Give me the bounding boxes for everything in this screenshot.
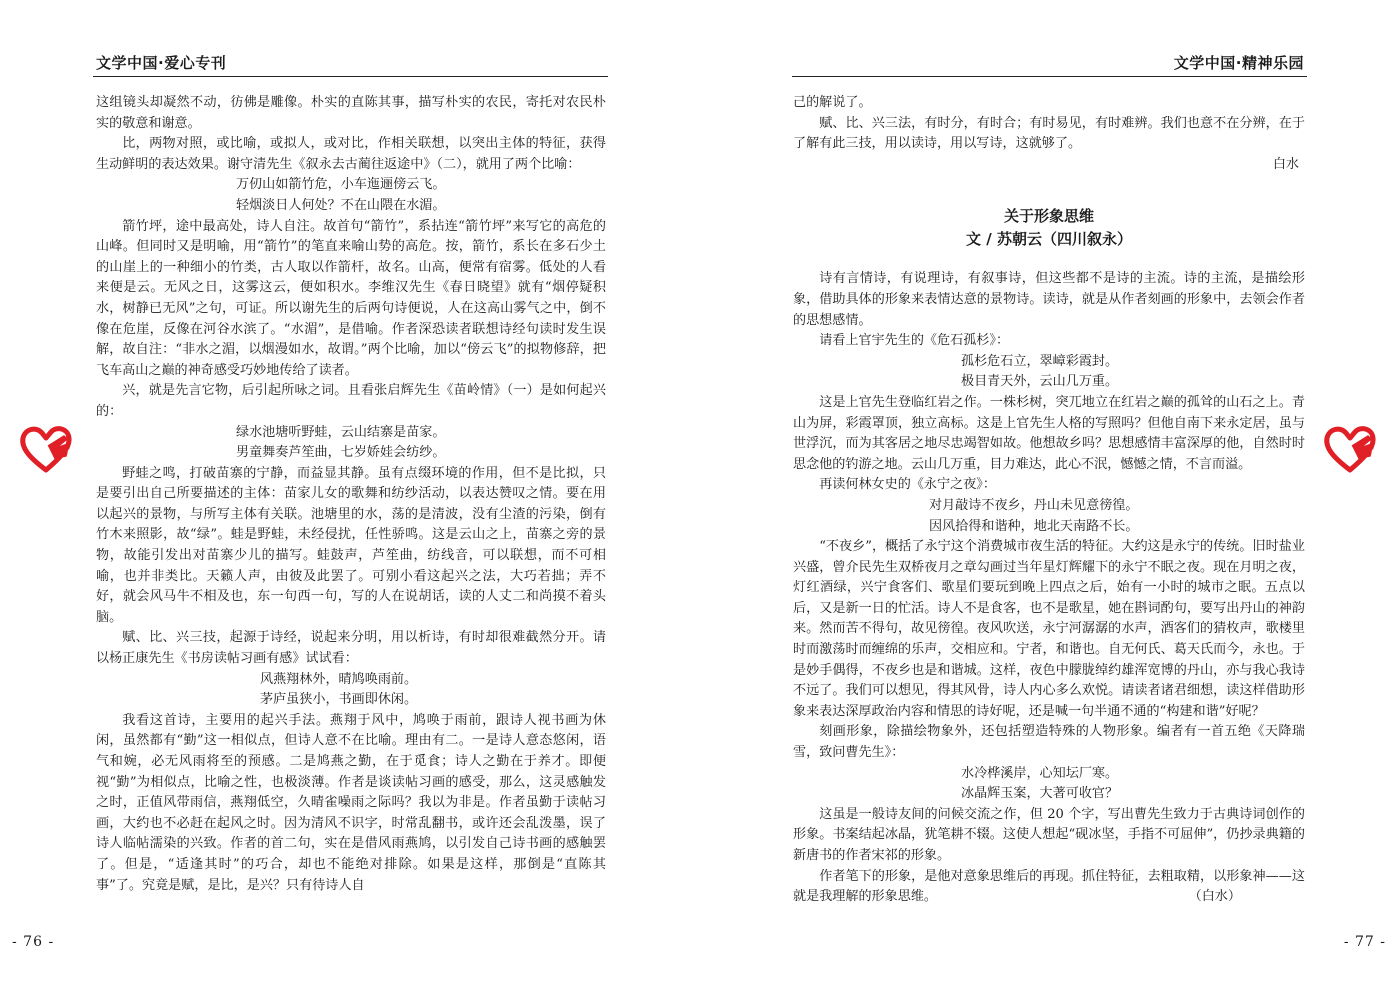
paragraph [96,711,606,896]
header-rule [792,76,1307,77]
article-byline: 文 / 苏朝云（四川叙永） [966,230,1132,249]
paragraph [96,464,606,629]
article-title: 关于形象思维 [1003,207,1094,226]
paragraph-text: 己的解说了。 [793,95,872,110]
paragraph-text: 野蛙之鸣，打破苗寨的宁静，而益显其静。虽有点缀环境的作用，但不是比拟，只是要引出自己所要描述的主体：苗家儿女的歌舞和纺纱活动，以表达赞叹之情。要在用以起兴的景物，与所写主体有关联。池塘里的水，荡的是清波，没有尘渣的污染，倒有竹木来照影，故“绿”。蛙是野蛙，未经侵扰，任性骄鸣。这是云山之上，苗寨之旁的景物，故能引发出对苗寨少儿的描写。蛙鼓声，芦笙曲，纺线音，可以联想，而不可相喻，也并非类比。天籁人声，由彼及此罢了。可别小看这起兴之法，大巧若拙；弄不好，就会风马牛不相及也，东一句西一句，写的人在说胡话，读的人丈二和尚摸不着头脑。 [96,465,606,625]
paragraph-text: 万仞山如箭竹危，小车迤逦傍云飞。 [236,177,446,193]
paragraph [793,722,1305,763]
paragraph-text: 风燕翔林外，晴鸠唤雨前。 [260,671,418,687]
paragraph-text: 水冷桦溪岸，心知坛厂寒。 [961,765,1119,781]
paragraph-text: 对月敲诗不夜乡，丹山未见意徬徨。 [929,497,1139,513]
paragraph-text: 轻烟淡日人何处？不在山隈在水湄。 [236,197,446,213]
paragraph-text: 比，两物对照，或比喻，或拟人，或对比，作相关联想，以突出主体的特征，获得生动鲜明的表达效果。谢守清先生《叙永去古蔺往返途中》（二），就用了两个比喻： [96,136,606,172]
paragraph-text: 我看这首诗，主要用的起兴手法。燕翔于风中，鸠唤于雨前，跟诗人视书画为休闲，虽然都有“勤”这一相似点，但诗人意不在比喻。理由有二。一是诗人意态悠闲，语气和婉，必无风雨将至的预感。二是鸠燕之勤，在于觅食；诗人之勤在于养才。即便视“勤”为相似点，比喻之性，也极淡薄。作者是谈读帖习画的感受，那么，这灵感触发之时，正值风带雨信，燕翔低空，久晴雀噪雨之际吗？我以为非是。作者虽勤于读帖习画，大约也不必赶在起风之时。因为清风不识字，时常乱翻书，或许还会乱泼墨，误了诗人临帖濡染的兴致。作者的首二句，实在是借风雨燕鸠，以引发自己诗书画的感触罢了。但是，“适逢其时”的巧合，却也不能绝对排除。如果是这样，那倒是“直陈其事”了。究竟是赋，是比，是兴？只有待诗人自 [96,712,606,893]
poem-line [793,517,1305,538]
previous-article-ending [793,93,1305,155]
poem-line [793,496,1305,517]
paragraph [96,217,606,382]
paragraph-text: 诗有言情诗，有说理诗，有叙事诗，但这些都不是诗的主流。诗的主流，是描绘形象，借助具体的形象来表情达意的景物诗。读诗，就是从作者刻画的形象中，去领会作者的思想感情。 [793,271,1305,328]
paragraph [96,381,606,422]
page-right [699,0,1398,982]
paragraph-text: 孤杉危石立，翠嶂彩霞封。 [961,353,1119,369]
poem-line [96,670,606,691]
paragraph [793,805,1305,867]
paragraph-text: 箭竹坪，途中最高处，诗人自注。故首句“箭竹”，系拈连“箭竹坪”来写它的高危的山峰。但同时又是明喻，用“箭竹”的笔直来喻山势的高危。按，箭竹，系长在多石少土的山崖上的一种细小的竹类，古人取以作箭杆，故名。山高，便常有宿雾。低处的人看来便是云。无风之日，这雾这云，便如积水。李维汉先生《春日晓望》就有“烟停疑积水，树静已无风”之句，可证。所以谢先生的后两句诗便说，人在这高山雾气之中，倒不像在危崖，反像在河谷水滨了。“水湄”，是借喻。作者深恐读者联想诗经句读时发生误解，故自注：“非水之湄，以烟漫如水，故谓。”两个比喻，加以“傍云飞”的拟物修辞，把飞车高山之巅的神奇感受巧妙地传给了读者。 [96,218,606,378]
paragraph-text: 赋、比、兴三技，起源于诗经，说起来分明，用以析诗，有时却很难截然分开。请以杨正康先生《书房读帖习画有感》试试看： [96,630,606,667]
poem-line [793,764,1305,785]
running-header: 文学中国·爱心专刊 [96,54,227,72]
paragraph-text: 男童舞奏芦笙曲，七岁娇娃会纺纱。 [236,445,446,461]
paragraph [96,93,606,134]
paragraph-text: 作者笔下的形象，是他对意象思维后的再现。抓住特征，去粗取精，以形象神——这就是我理解的形象思维。 [793,868,1305,905]
paragraph [793,475,1305,496]
paragraph [793,114,1305,155]
running-header: 文学中国·精神乐园 [1173,54,1304,72]
paragraph-text: 这是上官先生登临红岩之作。一株杉树，突兀地立在红岩之巅的孤耸的山石之上。青山为屏，彩霞罩顶，独立高标。这是上官先生人格的写照吗？但他自南下来永定居，虽与世浮沉，而为其客居之地尽忠竭智如故。他想故乡吗？思想感情丰富深厚的他，自然时时思念他的钓游之地。云山几万重，目力难达，此心不泯，憾憾之情，不言而溢。 [793,394,1305,472]
paragraph [793,867,1305,908]
article-body [793,269,1305,907]
page-number: - 76 - [12,934,55,950]
author-signature: （白水） [1188,889,1241,905]
paragraph-text: 刻画形象，除描绘物象外，还包括塑造特殊的人物形象。编者有一首五绝《天降瑞雪，致问曹先生》： [793,724,1305,761]
page-body [96,93,606,896]
poem-line [793,352,1305,373]
heart-hand-icon [18,420,74,476]
page-number: - 77 - [1343,934,1386,950]
poem-line [793,372,1305,393]
paragraph-text: 这虽是一般诗友间的问候交流之作，但 20 个字，写出曹先生致力于古典诗词创作的形象。书案结起冰晶，犹笔耕不辍。这使人想起“砚冰坚，手指不可屈伸”，仍抄录典籍的新唐书的作者宋祁的形象。 [793,806,1305,863]
poem-line [96,443,606,464]
paragraph-text: 茅庐虽狭小，书画即休闲。 [260,692,418,708]
paragraph-text: 因风拾得和谐种，地北天南路不长。 [929,518,1139,534]
paragraph-text: “不夜乡”，概括了永宁这个消费城市夜生活的特征。大约这是永宁的传统。旧时盐业兴盛，曾介民先生双桥夜月之章勾画过当年星灯辉耀下的永宁不眠之夜。现在月明之夜，灯红酒绿，兴宁食客们、歌星们要玩到晚上四点之后，始有一小时的城市之眠。五点以后，又是新一日的忙活。诗人不是食客，也不是歌星，她在斟词酌句，要写出丹山的神韵来。然而苦不得句，故见徬徨。夜风吹送，永宁河潺潺的水声，酒客们的猜枚声，歌楼里时而激荡时而缠绵的乐声，交相应和。宁者，和谐也。自无何氏、葛天氏而今，永也。于是妙手偶得，不夜乡也是和谐城。这样，夜色中朦胧绰约雄浑宽博的丹山，亦与我心我诗不远了。我们可以想见，得其风骨，诗人内心多么欢悦。请读者诸君细想，读这样借助形象来表达深厚政治内容和情思的诗好呢，还是喊一句半通不通的“构建和谐”好呢？ [793,539,1305,719]
paragraph-text: 冰晶辉玉案，大著可收官？ [961,786,1119,802]
author-signature: 白水 [1272,156,1299,172]
paragraph [793,331,1305,352]
heart-hand-icon [1322,420,1378,476]
poem-line [96,690,606,711]
paragraph [793,269,1305,331]
paragraph-text: 这组镜头却凝然不动，彷佛是雕像。朴实的直陈其事，描写朴实的农民，寄托对农民朴实的敬意和谢意。 [96,95,606,131]
paragraph-text: 极目青天外，云山几万重。 [961,374,1119,390]
poem-line [793,784,1305,805]
poem-line [96,423,606,444]
paragraph [96,628,606,669]
paragraph-text: 兴，就是先言它物，后引起所咏之词。且看张启辉先生《苗岭情》（一）是如何起兴的： [96,383,606,419]
paragraph [793,93,1305,114]
paragraph-text: 赋、比、兴三法，有时分，有时合；有时易见，有时难辨。我们也意不在分辨，在于了解有此三技，用以读诗，用以写诗，这就够了。 [793,115,1305,152]
paragraph-text: 再读何林女史的《永宁之夜》： [819,477,996,493]
page-body [793,93,1305,908]
paragraph-text: 绿水池塘听野蛙，云山结寨是苗家。 [236,424,446,440]
paragraph-text: 请看上官宇先生的《危石孤杉》： [819,333,1010,349]
header-rule [93,76,608,77]
paragraph [793,537,1305,722]
paragraph [793,393,1305,475]
poem-line [96,196,606,217]
paragraph [96,134,606,175]
poem-line [96,175,606,196]
